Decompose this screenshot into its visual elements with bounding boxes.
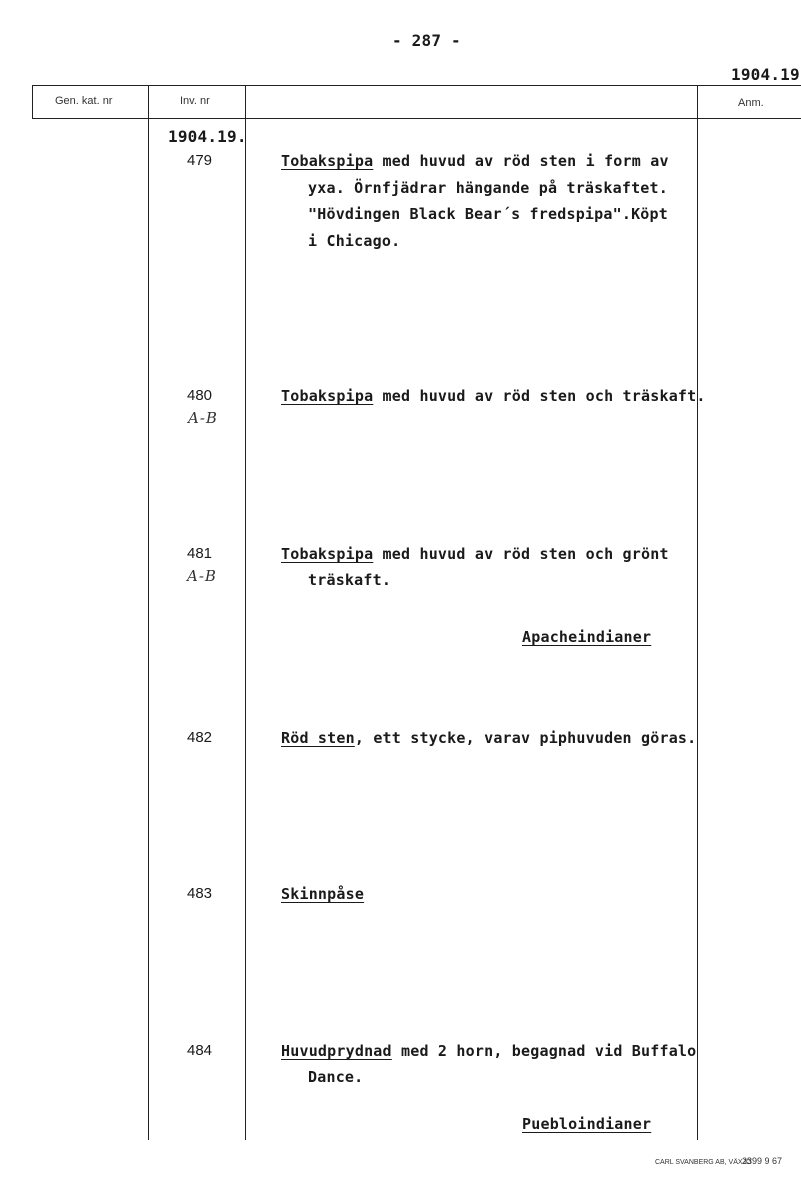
entry-title: Tobakspipa xyxy=(281,545,374,563)
group-label: Puebloindianer xyxy=(522,1115,652,1133)
entry-line xyxy=(281,545,669,563)
entry-text: med huvud av röd sten och träskaft. xyxy=(373,387,706,405)
col-rule-inv-desc xyxy=(245,85,246,1140)
inv-number: 481 xyxy=(187,545,213,562)
year-header: 1904.19 xyxy=(731,65,800,84)
inv-number: 479 xyxy=(187,152,213,169)
entry-text: med huvud av röd sten och grönt xyxy=(373,545,669,563)
entry-line: i Chicago. xyxy=(308,232,401,250)
inv-number: 482 xyxy=(187,729,213,746)
header-inv-nr: Inv. nr xyxy=(180,95,210,107)
printer-mark: CARL SVANBERG AB, VÄXJÖ xyxy=(655,1159,752,1166)
inv-number: 483 xyxy=(187,885,213,902)
handwritten-note: A-B xyxy=(187,567,217,585)
entry-line xyxy=(281,152,669,170)
col-rule-gen-inv xyxy=(148,85,149,1140)
entry-line: Dance. xyxy=(308,1068,364,1086)
entry-title: Tobakspipa xyxy=(281,152,374,170)
entry-text: med huvud av röd sten i form av xyxy=(373,152,669,170)
entry-line xyxy=(281,729,696,747)
print-code: 2399 9 67 xyxy=(742,1156,783,1166)
handwritten-note: A-B xyxy=(188,409,218,427)
entry-title: Tobakspipa xyxy=(281,387,374,405)
entry-line xyxy=(281,1042,696,1060)
left-edge-rule xyxy=(32,85,33,119)
header-anm: Anm. xyxy=(738,97,764,109)
page-number: - 287 - xyxy=(392,31,461,50)
entry-title: Röd sten xyxy=(281,729,355,747)
group-label: Apacheindianer xyxy=(522,628,652,646)
entry-line: yxa. Örnfjädrar hängande på träskaftet. xyxy=(308,179,668,197)
inv-number: 480 xyxy=(187,387,213,404)
entry-line xyxy=(281,885,364,903)
entry-line xyxy=(281,387,706,405)
series-label: 1904.19. xyxy=(168,127,247,146)
inv-number: 484 xyxy=(187,1042,213,1059)
entry-title: Huvudprydnad xyxy=(281,1042,392,1060)
entry-line: träskaft. xyxy=(308,571,392,589)
entry-text: med 2 horn, begagnad vid Buffalo xyxy=(391,1042,697,1060)
entry-text: , ett stycke, varav piphuvuden göras. xyxy=(354,729,697,747)
header-gen-kat-nr: Gen. kat. nr xyxy=(55,95,113,107)
entry-line: "Hövdingen Black Bear´s fredspipa".Köpt xyxy=(308,205,668,223)
col-rule-desc-anm xyxy=(697,85,698,1140)
entry-title: Skinnpåse xyxy=(281,885,365,903)
